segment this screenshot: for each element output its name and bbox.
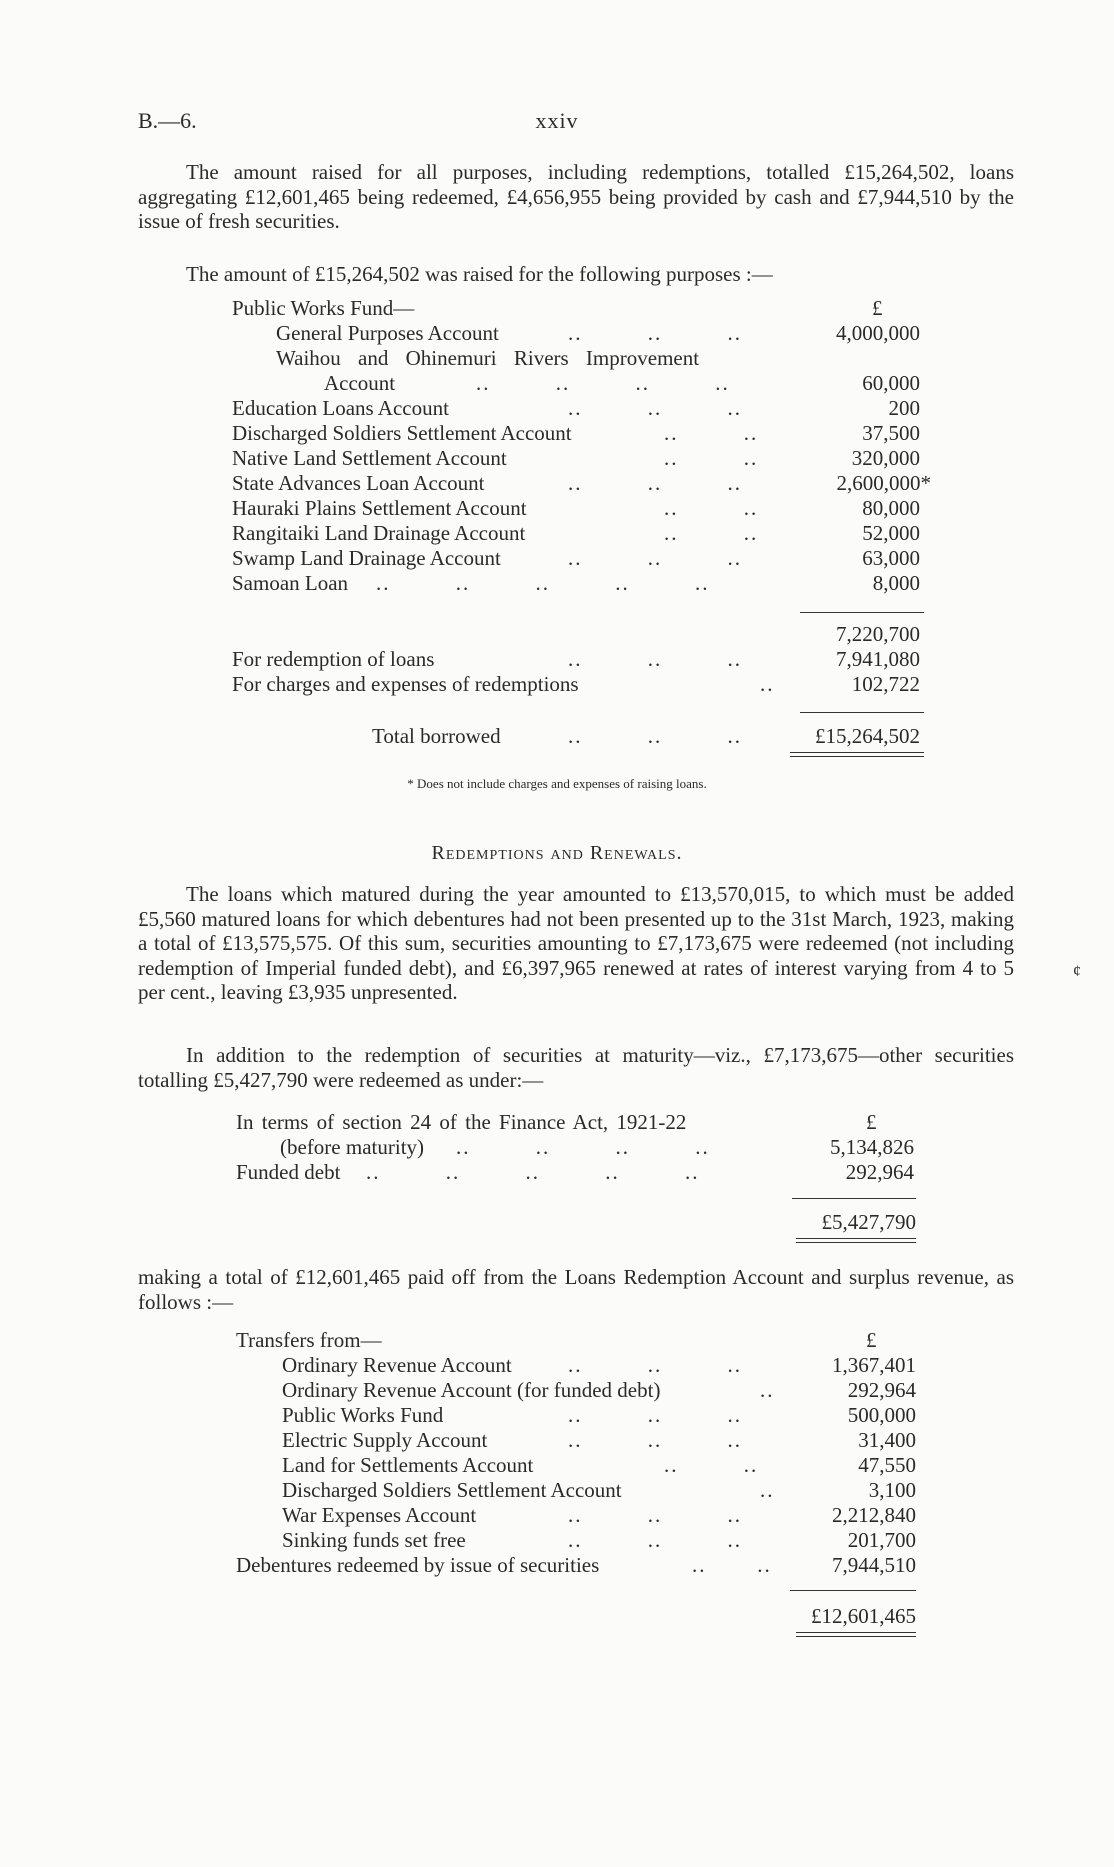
purposes-currency-header: £ bbox=[872, 296, 883, 320]
transfers-row-amount: 2,212,840 bbox=[832, 1503, 916, 1527]
under-rule bbox=[792, 1198, 916, 1199]
purposes-row-amount: 4,000,000 bbox=[836, 321, 920, 345]
under-row2-amount: 292,964 bbox=[845, 1160, 914, 1184]
extra-row-label: For charges and expenses of redemptions bbox=[232, 672, 579, 696]
purposes-row-amount: 37,500 bbox=[862, 421, 920, 445]
extra-row-amount: 102,722 bbox=[851, 672, 920, 696]
purposes-row-label: Waihou and Ohinemuri Rivers Improvement bbox=[276, 346, 700, 370]
transfers-total: £12,601,465 bbox=[811, 1604, 916, 1628]
intro-paragraph: The amount raised for all purposes, including redemptions, totalled £15,264,502, loans aggregating £12,601,465 being redeemed, £4,656,955 being provided by cash and £7,944,510 by the issue of fresh securities. bbox=[138, 160, 1014, 233]
purposes-row-amount: 63,000 bbox=[862, 546, 920, 570]
transfers-row-label: Land for Settlements Account bbox=[282, 1453, 534, 1477]
purposes-row-label: General Purposes Account bbox=[276, 321, 499, 345]
transfers-row-amount: 201,700 bbox=[847, 1528, 916, 1552]
transfers-row-amount: 3,100 bbox=[868, 1478, 916, 1502]
transfers-row-amount: 1,367,401 bbox=[832, 1353, 916, 1377]
redemptions-paragraph-2: In addition to the redemption of securities at maturity—viz., £7,173,675—other securities totalling £5,427,790 were redeemed as under:— bbox=[138, 1043, 1014, 1092]
redemptions-paragraph-1: The loans which matured during the year amounted to £13,570,015, to which must be added £5,560 matured loans for which debentures had not been presented up to the 31st March, 1923, making a total of £13,575,575. Of this sum, securities amounting to £7,173,675 were redeemed (not including redemption of Imperial funded debt), and £6,397,965 renewed at rates of interest varying from 4 to 5 per cent., leaving £3,935 unpresented. bbox=[138, 882, 1014, 1004]
total-double-rule bbox=[790, 752, 924, 757]
transfers-row-amount: 31,400 bbox=[858, 1428, 916, 1452]
transfers-row-label: Ordinary Revenue Account (for funded debt) bbox=[282, 1378, 661, 1402]
transfers-from-label: Transfers from— bbox=[236, 1328, 382, 1352]
transfers-row-amount: 292,964 bbox=[847, 1378, 916, 1402]
total-rule bbox=[800, 712, 924, 713]
section-heading: Redemptions and Renewals. bbox=[431, 842, 683, 864]
transfers-rule bbox=[790, 1590, 916, 1591]
purposes-row-label: Account bbox=[324, 371, 396, 395]
purposes-row-amount: 200 bbox=[888, 396, 920, 420]
page-number: xxiv bbox=[535, 108, 579, 133]
transfers-row-label: Sinking funds set free bbox=[282, 1528, 466, 1552]
transfers-row-label: Ordinary Revenue Account bbox=[282, 1353, 512, 1377]
under-row1-amount: 5,134,826 bbox=[830, 1135, 914, 1159]
purposes-row-amount: 52,000 bbox=[862, 521, 920, 545]
purposes-row-amount: 320,000 bbox=[851, 446, 920, 470]
total-borrowed-label: Total borrowed bbox=[372, 724, 501, 748]
under-total: £5,427,790 bbox=[821, 1210, 916, 1234]
purposes-row-label: Samoan Loan bbox=[232, 571, 349, 595]
transfers-double-rule bbox=[796, 1632, 916, 1637]
purposes-intro: The amount of £15,264,502 was raised for the following purposes :— bbox=[186, 262, 773, 286]
under-row1-label: In terms of section 24 of the Finance Act, 1921-22 bbox=[236, 1110, 687, 1134]
debentures-label: Debentures redeemed by issue of securities bbox=[236, 1553, 600, 1577]
purposes-row-amount: 2,600,000* bbox=[836, 471, 931, 495]
under-currency-header: £ bbox=[866, 1110, 877, 1134]
making-paragraph: making a total of £12,601,465 paid off from the Loans Redemption Account and surplus revenue, as follows :— bbox=[138, 1265, 1014, 1314]
extra-row-label: For redemption of loans bbox=[232, 647, 435, 671]
purposes-row-label: Education Loans Account bbox=[232, 396, 449, 420]
under-row1-label-cont: (before maturity) bbox=[280, 1135, 425, 1159]
extra-row-amount: 7,941,080 bbox=[836, 647, 920, 671]
transfers-row-amount: 500,000 bbox=[847, 1403, 916, 1427]
transfers-row-amount: 47,550 bbox=[858, 1453, 916, 1477]
purposes-row-label: Hauraki Plains Settlement Account bbox=[232, 496, 527, 520]
subtotal-rule bbox=[800, 612, 924, 613]
transfers-row-label: Electric Supply Account bbox=[282, 1428, 488, 1452]
total-borrowed-amount: £15,264,502 bbox=[815, 724, 920, 748]
purposes-row-amount: 8,000 bbox=[872, 571, 920, 595]
document-page: B.—6. xxiv The amount raised for all purposes, including redemptions, totalled £15,264,502, loans aggregating £12,601,465 being redeemed, £4,656,955 being provided by cash and £7,944,510 by the issue of fresh securities. The amount of £15,264,502 was raised for the following purposes :— Public Works Fund— £ General Purposes Account .. .. .. 4,000,000 Waihou and Ohinemuri Rivers Improvement Account .. .. .. .. 60,000 Education Loans Account .. .. .. 200 Discharged Soldiers Settlement Account .. .. 37,500 Native Land Settlement Account .. .. 320,000 State Advances Loan Account .. .. .. 2,600,000* Hauraki Plains Settlement Account .. .. 80,000 Rangitaiki Land Drainage Account .. .. 52,000 Swamp Land Drainage Account .. .. .. 63,000 Samoan Loan .. .. .. .. .. 8,000 7,220,700 For redemption of loans .. .. .. 7,941,080 For charges and expenses of redemptions .. 102,722 Total borrowed .. .. .. £15,264,502 * Does not include charges and expenses of raising loans. Redemptions and Renewals. The loans which matured during the year amounted to £13,570,015, to which must be added £5,560 matured loans for which debentures had not been presented up to the 31st March, 1923, making a total of £13,575,575. Of this sum, securities amounting to £7,173,675 were redeemed (not including redemption of Imperial funded debt), and £6,397,965 renewed at rates of interest varying from 4 to 5 per cent., leaving £3,935 unpresented. ¢ In addition to the redemption of securities at maturity—viz., £7,173,675—other securities totalling £5,427,790 were redeemed as under:— In terms of section 24 of the Finance Act, 1921-22 £ (before maturity) .. .. .. .. 5,134,826 Funded debt .. .. .. .. .. 292,964 £5,427,790 making a total of £12,601,465 paid off from the Loans Redemption Account and surplus revenue, as follows :— Transfers from— £ Ordinary Revenue Account .. .. .. 1,367,401 Ordinary Revenue Account (for funded debt) .. 292,964 Public Works Fund .. .. .. 500,000 Electric Supply Account .. .. .. 31,400 Land for Settlements Account .. .. 47,550 Discharged Soldiers Settlement Account .. 3,100 War Expenses Account .. .. .. 2,212,840 Sinking funds set free .. .. .. 201,700 Debentures redeemed by issue of securities .. .. 7,944,510 £12,601,465 bbox=[0, 0, 1114, 1867]
purposes-subtotal: 7,220,700 bbox=[836, 622, 920, 646]
footnote: * Does not include charges and expenses of raising loans. bbox=[407, 776, 707, 791]
page-reference: B.—6. bbox=[138, 108, 197, 133]
purposes-row-label: Discharged Soldiers Settlement Account bbox=[232, 421, 572, 445]
public-works-fund-label: Public Works Fund— bbox=[232, 296, 415, 320]
purposes-row-amount: 80,000 bbox=[862, 496, 920, 520]
transfers-currency-header: £ bbox=[866, 1328, 877, 1352]
debentures-amount: 7,944,510 bbox=[832, 1553, 916, 1577]
transfers-row-label: War Expenses Account bbox=[282, 1503, 477, 1527]
purposes-row-amount: 60,000 bbox=[862, 371, 920, 395]
purposes-row-label: State Advances Loan Account bbox=[232, 471, 485, 495]
transfers-row-label: Discharged Soldiers Settlement Account bbox=[282, 1478, 622, 1502]
under-double-rule bbox=[796, 1238, 916, 1243]
transfers-row-label: Public Works Fund bbox=[282, 1403, 444, 1427]
purposes-row-label: Native Land Settlement Account bbox=[232, 446, 507, 470]
margin-mark: ¢ bbox=[1073, 963, 1081, 980]
purposes-row-label: Swamp Land Drainage Account bbox=[232, 546, 501, 570]
under-row2-label: Funded debt bbox=[236, 1160, 341, 1184]
purposes-row-label: Rangitaiki Land Drainage Account bbox=[232, 521, 526, 545]
